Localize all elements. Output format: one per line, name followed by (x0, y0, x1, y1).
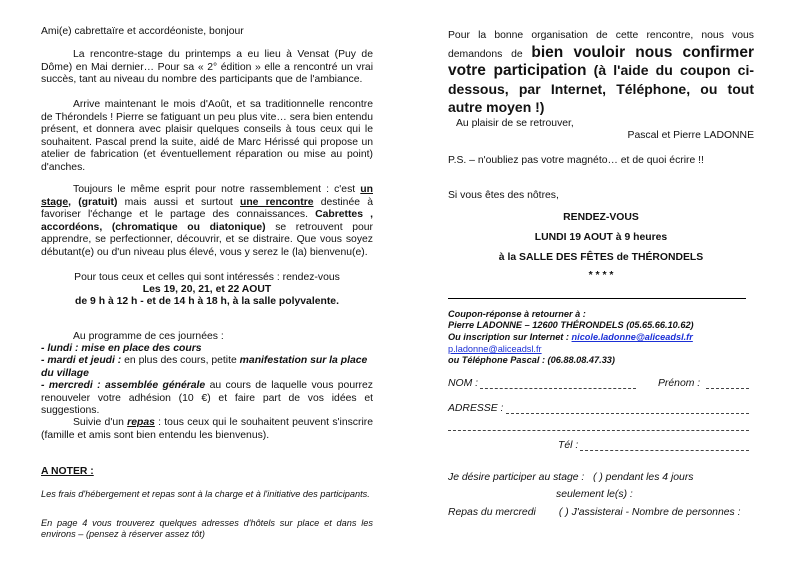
choice-4-jours[interactable]: ( ) pendant les 4 jours (592, 472, 694, 483)
prenom-label: Prénom : (658, 378, 701, 389)
desire-participer: Je désire participer au stage : ( ) pendant les 4 jours (448, 472, 694, 483)
postscript: P.S. – n'oubliez pas votre magnéto… et de quoi écrire !! (448, 155, 704, 166)
adresse-field[interactable] (506, 413, 749, 414)
email-link-pierre[interactable]: p.ladonne@aliceadsl.fr (448, 344, 542, 354)
adresse-field-line2[interactable] (448, 430, 749, 431)
rencontre-emphasis: une rencontre (239, 196, 314, 208)
nom-field[interactable] (480, 388, 636, 389)
seulement-le[interactable]: seulement le(s) : (556, 489, 633, 500)
signature: Pascal et Pierre LADONNE (627, 130, 754, 141)
greeting: Ami(e) cabrettaïre et accordéoniste, bonjour (41, 26, 244, 37)
coupon-telephone: ou Téléphone Pascal : (06.88.08.47.33) (448, 355, 615, 365)
programme-repas: Suivie d'un repas : tous ceux qui le souhaitent peuvent s'inscrire (famille et amis sont bien entendu les bienvenus). (41, 417, 373, 441)
coupon-email-pierre (448, 344, 754, 355)
programme-mardi-jeudi: - mardi et jeudi : en plus des cours, petite manifestation sur la place du village (41, 355, 368, 379)
tel-field[interactable] (580, 450, 749, 451)
nom-label: NOM : (448, 378, 479, 389)
stars-separator: * * * * (588, 270, 614, 281)
coupon-title: Coupon-réponse à retourner à : (448, 309, 586, 319)
rendezvous-title: RENDEZ-VOUS (563, 212, 639, 223)
email-link-nicole[interactable]: nicole.ladonne@aliceadsl.fr (571, 332, 693, 342)
choice-repas[interactable]: ( ) J'assisterai - Nombre de personnes : (558, 507, 741, 518)
rendezvous-line: Pour tous ceux et celles qui sont intéressés : rendez-vous (74, 272, 340, 283)
paragraph-stage-report: La rencontre-stage du printemps a eu lieu à Vensat (Puy de Dôme) en Mai dernier… Pour sa « 2° édition » elle a rencontré un vrai succès, tant au niveau du nombre des participants que de l'ambiance. (41, 49, 373, 86)
repas-mercredi: Repas du mercredi ( ) J'assisterai - Nombre de personnes : (448, 507, 741, 518)
note-hebergement: Les frais d'hébergement et repas sont à la charge et à l'initiative des participants. (41, 489, 370, 499)
programme-intro: Au programme de ces journées : (73, 331, 224, 342)
si-vous: Si vous êtes des nôtres, (448, 190, 559, 201)
rendezvous-place: à la SALLE DES FÊTES de THÉRONDELS (498, 252, 704, 263)
prenom-field[interactable] (706, 388, 749, 389)
stage-hours: de 9 h à 12 h - et de 14 h à 18 h, à la salle polyvalente. (75, 296, 339, 307)
instruments-emphasis: Cabrettes , accordéons, (chromatique ou diatonique) (41, 209, 373, 233)
coupon-internet: Ou inscription sur Internet : nicole.ladonne@aliceadsl.fr (448, 332, 693, 342)
tel-label: Tél : (558, 440, 579, 451)
stage-emphasis: un stage (41, 184, 373, 208)
coupon-address: Pierre LADONNE – 12600 THÉRONDELS (05.65.66.10.62) (448, 320, 694, 330)
a-noter-heading: A NOTER : (41, 466, 94, 477)
paragraph-spirit: Toujours le même esprit pour notre rassemblement : c'est un stage, (gratuit) mais aussi et surtout une rencontre destinée à favoriser l'échange et le partage des connaissances. Cabrettes , accordéons, (chromatique ou diatonique) se retrouvent pour apprendre, se perfectionner, découvrir, et se distraire. Que vous soyez débutant(e) ou d'un niveau plus élevé, vous y serez le (la) bienvenu(e). (41, 184, 373, 258)
au-plaisir: Au plaisir de se retrouver, (456, 118, 574, 129)
rendezvous-date: LUNDI 19 AOUT à 9 heures (534, 232, 668, 243)
organisation-request: Pour la bonne organisation de cette rencontre, nous vous demandons de bien vouloir nous confirmer votre participation (à l'aide du coupon ci-dessous, par Internet, Téléphone, ou tout autre moyen !) (448, 30, 754, 115)
programme-lundi: - lundi : mise en place des cours (41, 343, 202, 354)
note-hotels: En page 4 vous trouverez quelques adresses d'hôtels sur place et dans les environs – (pensez à réserver assez tôt) (41, 518, 373, 540)
programme-mercredi: - mercredi : assemblée générale au cours de laquelle vous pourrez renouveler votre adhésion (10 €) et faire part de vos idées et suggestions. (41, 380, 373, 417)
stage-dates: Les 19, 20, 21, et 22 AOUT (142, 284, 272, 295)
paragraph-therondels: Arrive maintenant le mois d'Août, et sa traditionnelle rencontre de Thérondels ! Pierre se fatiguant un peu plus vite… sera bien entendu présent, et donnera avec plaisir quelques conseils à tous ceux qui le souhaitent. Pascal prend la suite, aidé de Marc Hérissé qui propose un atelier de fabrication (et éventuellement réparation ou mise au point) d'anches. (41, 99, 373, 173)
coupon-divider (448, 298, 746, 299)
adresse-label: ADRESSE : (448, 403, 504, 414)
